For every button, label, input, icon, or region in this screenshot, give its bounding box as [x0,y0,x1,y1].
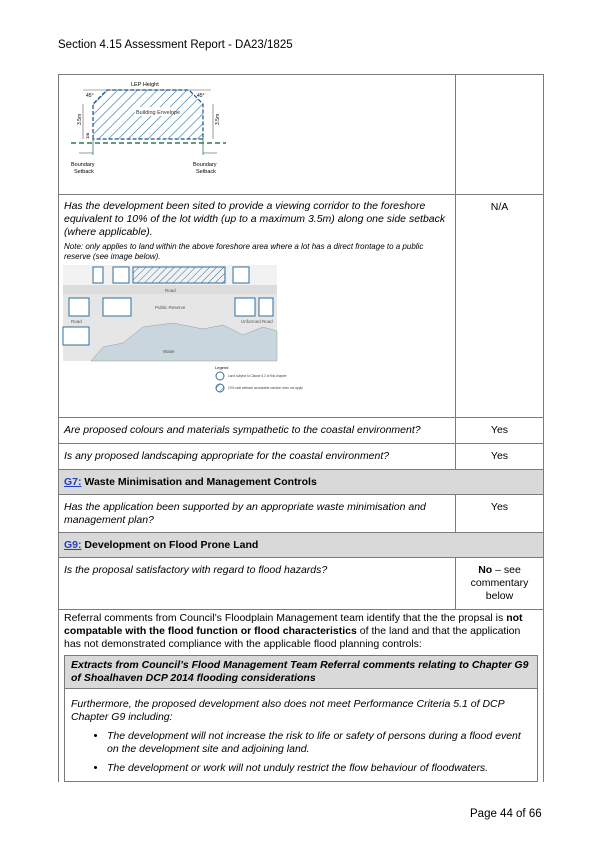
g9-link[interactable]: G9: [64,539,82,551]
question-cell [59,558,456,610]
answer-cell [456,418,544,444]
answer-cell [456,495,544,533]
section-header-g7 [59,470,544,495]
extract-bullet-list [71,730,531,775]
setback-right-label: 3.5m [215,113,221,125]
table-row [59,75,544,195]
answer-text: N/A [490,201,509,213]
table-row [59,610,544,783]
unformed-road-label: Unformed Road [241,319,273,324]
envelope-label: Building Envelope [136,110,181,116]
answer-cell [456,195,544,418]
table-row [59,195,544,418]
extract-intro: Furthermore, the proposed development also does not meet Performance Criteria 5.1 of DCP Chapter G9 including: [71,698,505,723]
foreshore-map [63,265,303,395]
question-cell [59,418,456,444]
question-text: Is the proposal satisfactory with regard to flood hazards? [64,564,328,576]
answer-no: No [478,564,493,576]
assessment-table [58,74,544,782]
question-text: Is any proposed landscaping appropriate for the coastal environment? [64,450,390,462]
water-label: Water [163,349,175,354]
question-cell [59,495,456,533]
extract-body [65,689,537,775]
angle-right-label: 45° [197,93,205,99]
referral-text-bold: not compatable with the flood function or flood characteristics [64,612,523,637]
table-row [59,558,544,610]
referral-text-part-1: Referral comments from Council’s Floodplain Management team identify that the the propsal is [64,612,507,624]
list-item: • The development will not increase the risk to life or safety of persons during a flood event on the development site and adjoining land. [107,730,531,756]
g9-title: Development on Flood Prone Land [81,539,259,551]
referral-text [59,610,543,655]
answer-text [456,558,543,603]
table-row [59,495,544,533]
question-text: Are proposed colours and materials sympathetic to the coastal environment? [64,424,421,436]
answer-text: Yes [490,424,509,436]
building-envelope-diagram [61,77,231,189]
extract-box [64,655,538,782]
empty-answer-cell [456,75,544,195]
question-cell [59,195,456,418]
section-header-cell [59,533,544,558]
table-row [59,418,544,444]
legend-item-1: Land subject to Clause 5.2 of this chapter [228,374,287,378]
section-header-cell [59,470,544,495]
envelope-diagram-cell [59,75,456,195]
question-text: Has the development been sited to provide a viewing corridor to the foreshore equivalent to 10% of the lot width (up to a maximum 3.5m) along one side setback (where applicable). [64,200,446,238]
answer-text: Yes [490,501,509,513]
page-number: Page 44 of 66 [470,808,542,820]
g7-title: Waste Minimisation and Management Controls [81,476,317,488]
referral-cell [59,610,544,783]
referral-text-part-2: of the land and that the application has not demonstrated compliance with the applicable flood planning controls: [64,625,521,650]
g7-link[interactable]: G7: [64,476,82,488]
answer-cell [456,558,544,610]
legend-item-2: 10% side setback acceptable solution does not apply [228,386,303,390]
table-row [59,444,544,470]
angle-left-label: 45° [86,93,94,99]
setback-left-label: 3.5m [77,113,83,125]
question-note: Note: only applies to land within the above foreshore area where a lot has a direct frontage to a public reserve (see image below). [64,242,424,261]
setback-right-text: Setback [196,169,216,175]
list-item: • The development or work will not unduly restrict the flow behaviour of floodwaters. [107,762,531,775]
road-top-label: Road [165,288,176,293]
extract-title: Extracts from Council’s Flood Management Team Referral comments relating to Chapter G9 of Shoalhaven DCP 2014 flooding considerations [65,656,537,689]
answer-cell [456,444,544,470]
boundary-right-label: Boundary [193,162,217,168]
answer-commentary: – see commentary below [470,564,529,602]
public-reserve-label: Public Reserve [155,305,186,310]
answer-text: Yes [490,450,509,462]
height-1m-label: 1m [85,132,90,139]
question-text: Has the application been supported by an appropriate waste minimisation and management plan? [64,501,426,526]
document-header: Section 4.15 Assessment Report - DA23/1825 [58,39,293,51]
section-header-g9 [59,533,544,558]
road-left-label: Road [71,319,82,324]
setback-left-text: Setback [74,169,94,175]
legend-title: Legend [215,365,229,370]
boundary-left-label: Boundary [71,162,95,168]
question-cell [59,444,456,470]
lep-height-label: LEP Height [131,82,159,88]
